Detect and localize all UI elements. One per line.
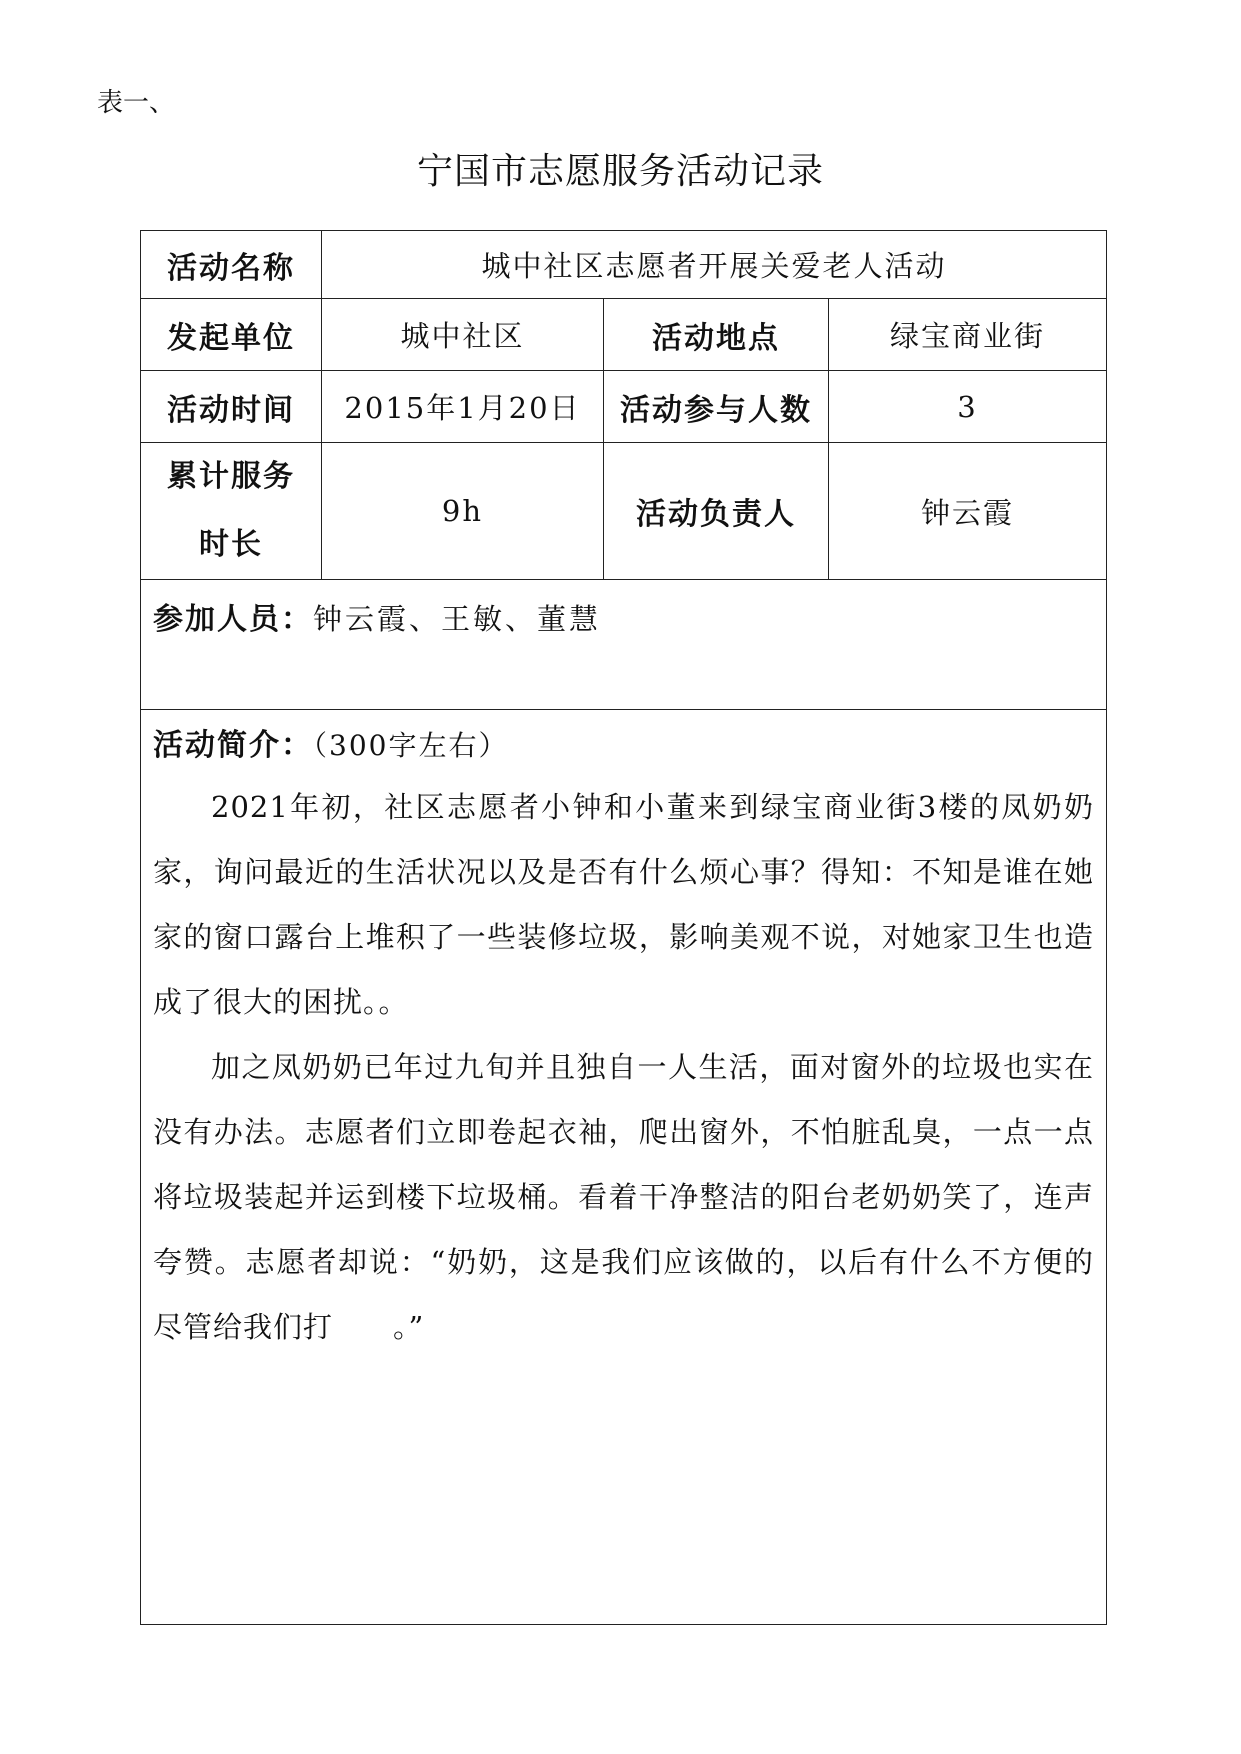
service-duration-label-line1: 累计服务: [167, 459, 295, 494]
service-duration-label-line2: 时长: [199, 527, 263, 562]
leader-value: 钟云霞: [829, 443, 1107, 580]
organizer-value: 城中社区: [322, 299, 604, 371]
summary-note: （300字左右）: [313, 729, 509, 762]
summary-cell: [141, 710, 1107, 1625]
row-time: [141, 371, 1107, 443]
row-organizer: [141, 299, 1107, 371]
activity-time-label: 活动时间: [141, 371, 322, 443]
summary-paragraph-2: 加之凤奶奶已年过九旬并且独自一人生活，面对窗外的垃圾也实在没有办法。志愿者们立即卷起衣袖，爬出窗外，不怕脏乱臭，一点一点将垃圾装起并运到楼下垃圾桶。看着干净整洁的阳台老奶奶笑了，连声夸赞。志愿者却说：“奶奶，这是我们应该做的，以后有什么不方便的尽管给我们打 。”: [153, 1050, 1095, 1344]
activity-time-value: 2015年1月20日: [322, 371, 604, 443]
participant-count-label: 活动参与人数: [604, 371, 829, 443]
row-participants: [141, 580, 1107, 710]
participants-cell: [141, 580, 1107, 710]
summary-paragraph-1: 2021年初，社区志愿者小钟和小董来到绿宝商业街3楼的凤奶奶家，询问最近的生活状况以及是否有什么烦心事？得知：不知是谁在她家的窗口露台上堆积了一些装修垃圾，影响美观不说，对她家卫生也造成了很大的困扰。。: [153, 790, 1095, 1019]
service-duration-value: 9h: [322, 443, 604, 580]
participants-value: 钟云霞、王敏、董慧: [313, 602, 602, 636]
table-label: 表一、: [97, 88, 176, 118]
location-label: 活动地点: [604, 299, 829, 371]
participant-count-value: 3: [829, 371, 1107, 443]
location-value: 绿宝商业街: [829, 299, 1107, 371]
summary-label: 活动简介：: [153, 728, 313, 763]
activity-name-value: 城中社区志愿者开展关爱老人活动: [322, 231, 1107, 299]
row-activity-name: [141, 231, 1107, 299]
service-duration-label: [141, 443, 322, 580]
record-table: [140, 230, 1107, 1625]
leader-label: 活动负责人: [604, 443, 829, 580]
organizer-label: 发起单位: [141, 299, 322, 371]
row-summary: [141, 710, 1107, 1625]
participants-label: 参加人员：: [153, 602, 313, 637]
page-title: 宁国市志愿服务活动记录: [416, 151, 824, 192]
row-duration: [141, 443, 1107, 580]
activity-name-label: 活动名称: [141, 231, 322, 299]
